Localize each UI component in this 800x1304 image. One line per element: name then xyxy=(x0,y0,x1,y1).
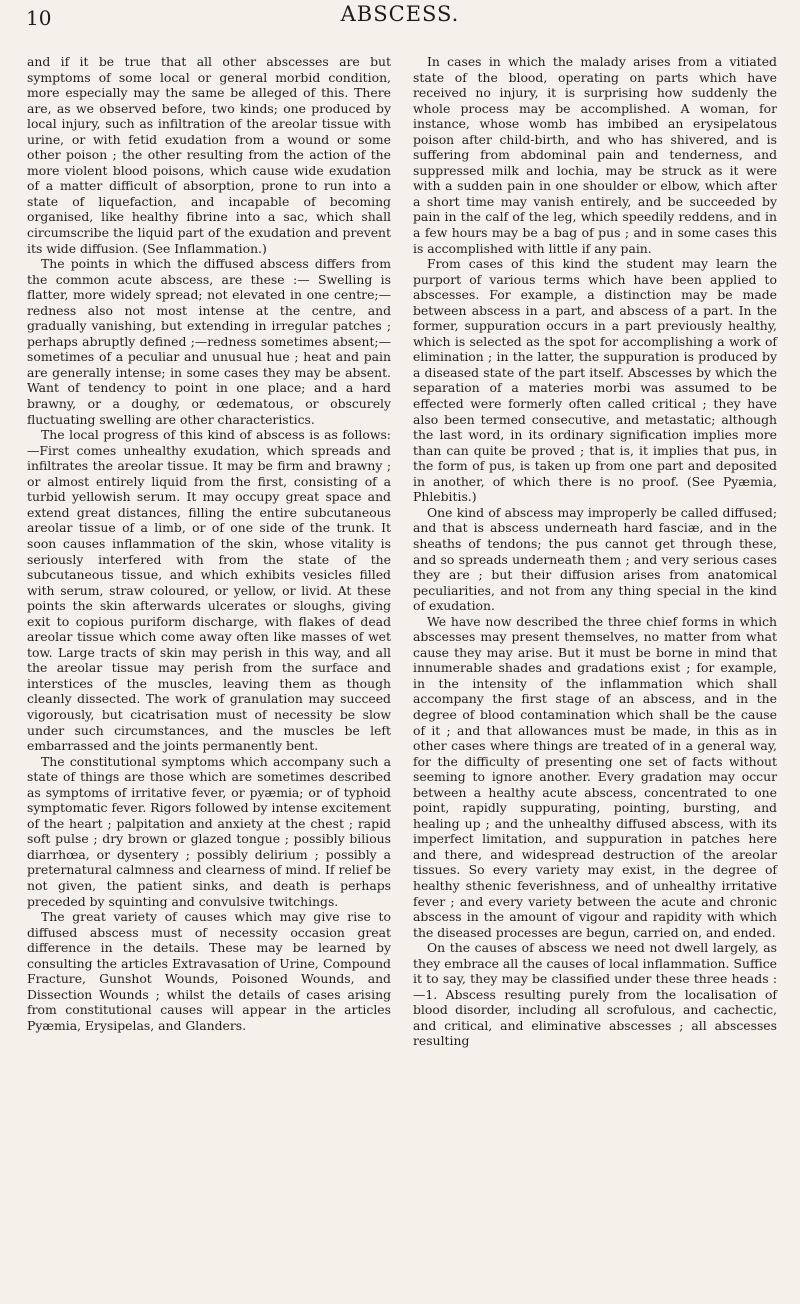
left-paragraph-3: The local progress of this kind of abscess is as follows:—First comes unhealthy exudation, which spreads and infiltrates the areolar tissue. It may be firm and brawny ; or almost entirely liquid from the first, consisting of a turbid yellowish serum. It may occupy great space and extend great distances, filling the entire subcutaneous areolar tissue of a limb, or of one side of the trunk. It soon causes inflammation of the skin, whose vitality is seriously interfered with from the state of the subcutaneous tissue, and which exhibits vesicles filled with serum, straw coloured, or yellow, or livid. At these points the skin afterwards ulcerates or sloughs, giving exit to copious puriform discharge, with flakes of dead areolar tissue which come away often like masses of wet tow. Large tracts of skin may perish in this way, and all the areolar tissue may perish from the surface and interstices of the muscles, leaving them as though cleanly dissected. The work of granulation may succeed vigorously, but cicatrisation must of necessity be slow under such circumstances, and the muscles be left embarrassed and the joints permanently bent. xyxy=(27,427,391,754)
running-title: ABSCESS. xyxy=(340,2,460,26)
right-paragraph-5: On the causes of abscess we need not dwell largely, as they embrace all the causes of local inflammation. Suffice it to say, they may be classified under these three heads :—1. Abscess resulting purely from the localisation of blood disorder, including all scrofulous, and cachectic, and critical, and eliminative abscesses ; all abscesses resulting xyxy=(413,940,777,1049)
left-paragraph-4: The constitutional symptoms which accompany such a state of things are those which are sometimes described as symptoms of irritative fever, or pyæmia; or of typhoid symptomatic fever. Rigors followed by intense excitement of the heart ; palpitation and anxiety at the chest ; rapid soft pulse ; dry brown or glazed tongue ; possibly bilious diarrhœa, or dysentery ; possibly delirium ; possibly a preternatural calmness and clearness of mind. If relief be not given, the patient sinks, and death is perhaps preceded by squinting and convulsive twitchings. xyxy=(27,753,391,909)
page-number: 10 xyxy=(26,6,52,30)
left-paragraph-5: The great variety of causes which may give rise to diffused abscess must of necessity occasion great difference in the details. These may be learned by consulting the articles Extravasation of Urine, Compound Fracture, Gunshot Wounds, Poisoned Wounds, and Dissection Wounds ; whilst the details of cases arising from constitutional causes will appear in the articles Pyæmia, Erysipelas, and Glanders. xyxy=(27,909,391,1033)
right-paragraph-4: We have now described the three chief forms in which abscesses may present themselves, no matter from what cause they may arise. But it must be borne in mind that innumerable shades and gradations exist ; for example, in the intensity of the inflammation which shall accompany the first stage of an abscess, and in the degree of blood contamination which shall be the cause of it ; and that allowances must be made, in this as in other cases where things are treated of in a general way, for the difficulty of presenting one set of facts without seeming to ignore another. Every gradation may occur between a healthy acute abscess, concentrated to one point, rapidly suppurating, pointing, bursting, and healing up ; and the unhealthy diffused abscess, with its imperfect limitation, and suppuration in patches here and there, and widespread destruction of the areolar tissues. So every variety may exist, in the degree of healthy sthenic feverishness, and of unhealthy irritative fever ; and every variety between the acute and chronic abscess in the amount of vigour and rapidity with which the diseased processes are begun, carried on, and ended. xyxy=(413,613,777,940)
left-paragraph-2: The points in which the diffused abscess differs from the common acute abscess, are these :— Swelling is flatter, more widely spread; not elevated in one centre;—redness also not most intense at the centre, and gradually vanishing, but extending in irregular patches ; perhaps abruptly defined ;—redness sometimes absent;—sometimes of a peculiar and unusual hue ; heat and pain are generally intense; in some cases they may be absent. Want of tendency to point in one place; and a hard brawny, or a doughy, or œdematous, or obscurely fluctuating swelling are other characteristics. xyxy=(27,256,391,427)
right-paragraph-2: From cases of this kind the student may learn the purport of various terms which have been applied to abscesses. For example, a distinction may be made between abscess in a part, and abscess of a part. In the former, suppuration occurs in a part previously healthy, which is selected as the spot for accomplishing a work of elimination ; in the latter, the suppuration is produced by a diseased state of the part itself. Abscesses by which the separation of a materies morbi was assumed to be effected were formerly often called critical ; they have also been termed consecutive, and metastatic; although the last word, in its ordinary signification implies more than can quite be proved ; that is, it implies that pus, in the form of pus, is taken up from one part and deposited in another, of which there is no proof. (See Pyæmia, Phlebitis.) xyxy=(413,256,777,505)
left-paragraph-1: and if it be true that all other abscesses are but symptoms of some local or general morbid condition, more especially may the same be alleged of this. There are, as we observed before, two kinds; one produced by local injury, such as infiltration of the areolar tissue with urine, or with fetid exudation from a wound or some other poison ; the other resulting from the action of the more violent blood poisons, which cause wide exudation of a matter difficult of absorption, prone to run into a state of liquefaction, and incapable of becoming organised, like healthy fibrine into a sac, which shall circumscribe the liquid part of the exudation and prevent its wide diffusion. (See Inflammation.) xyxy=(27,54,391,256)
right-paragraph-3: One kind of abscess may improperly be called diffused; and that is abscess underneath hard fasciæ, and in the sheaths of tendons; the pus cannot get through these, and so spreads underneath them ; and very serious cases they are ; but their diffusion arises from anatomical peculiarities, and not from any thing special in the kind of exudation. xyxy=(413,504,777,614)
right-paragraph-1: In cases in which the malady arises from a vitiated state of the blood, operating on parts which have received no injury, it is surprising how suddenly the whole process may be accomplished. A woman, for instance, whose womb has imbibed an erysipelatous poison after child-birth, and who has shivered, and is suffering from abdominal pain and tenderness, and suppressed milk and lochia, may be struck as it were with a sudden pain in one shoulder or elbow, which after a short time may vanish entirely, and be succeeded by pain in the calf of the leg, which speedily reddens, and in a few hours may be a bag of pus ; and in some cases this is accomplished with little if any pain. xyxy=(413,54,777,256)
right-column xyxy=(413,54,777,1049)
left-column xyxy=(27,54,391,1033)
